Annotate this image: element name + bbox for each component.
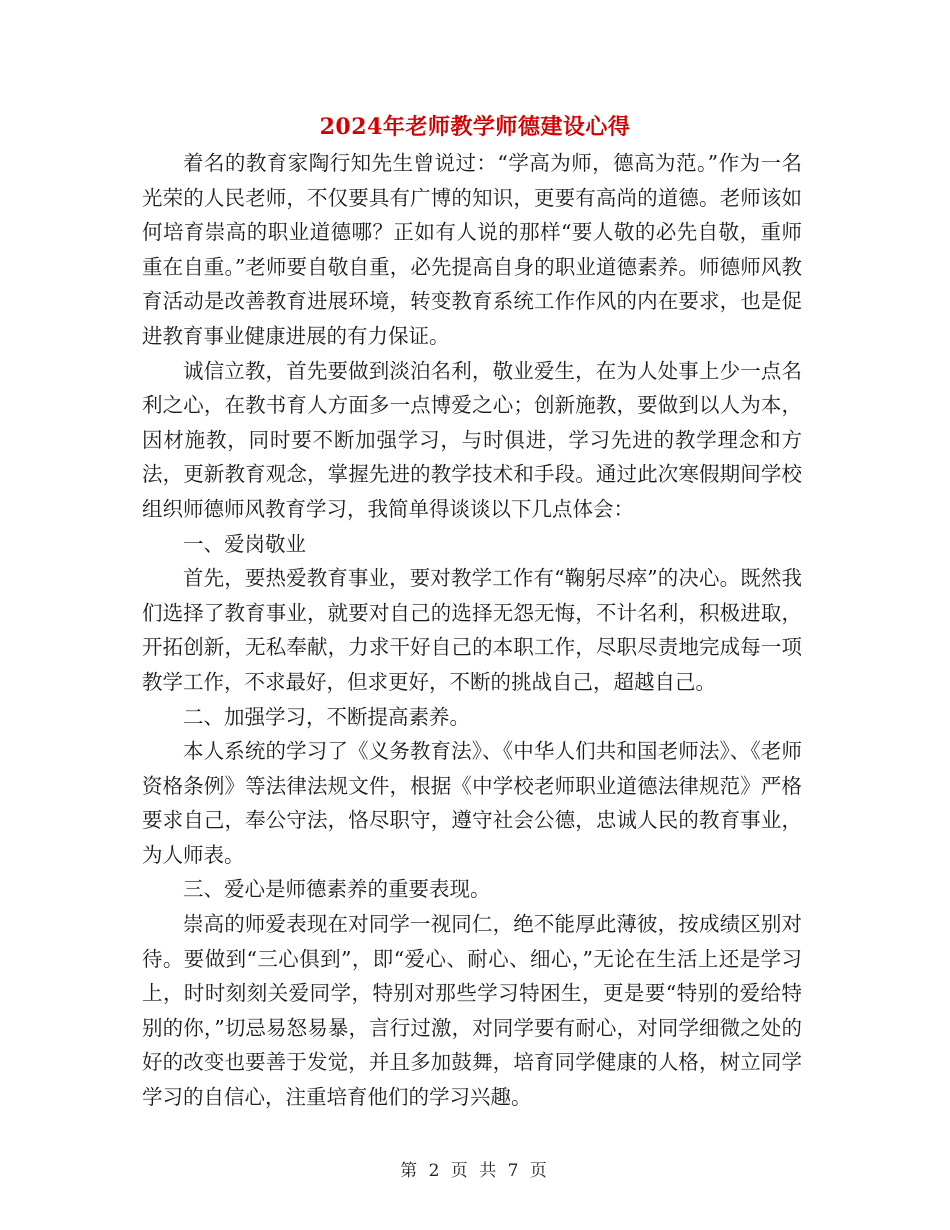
paragraph-study: 本人系统的学习了《义务教育法》、《中华人们共和国老师法》、《老师资格条例》等法律法规文件，根据《中学校老师职业道德法律规范》严格要求自己，奉公守法，恪尽职守，遵守社会公德，忠诚人民的教育事业，为人师表。 (142, 739, 802, 867)
paragraph-love: 崇高的师爱表现在对同学一视同仁，绝不能厚此薄彼，按成绩区别对待。要做到“三心俱到”，即“爱心、耐心、细心，”无论在生活上还是学习上，时时刻刻关爱同学，特别对那些学习特困生，更是要“特别的爱给特别的你，”切忌易怒易暴，言行过激，对同学要有耐心，对同学细微之处的好的改变也要善于发觉，并且多加鼓舞，培育同学健康的人格，树立同学学习的自信心，注重培育他们的学习兴趣。 (142, 912, 802, 1110)
page-number-footer: 第 2 页 共 7 页 (400, 1161, 550, 1181)
paragraph-intro: 着名的教育家陶行知先生曾说过：“学高为师，德高为范。”作为一名光荣的人民老师，不仅要具有广博的知识，更要有高尚的道德。老师该如何培育崇高的职业道德哪？正如有人说的那样“要人敬的必先自敬，重师重在自重。”老师要自敬自重，必先提高自身的职业道德素养。师德师风教育活动是改善教育进展环境，转变教育系统工作作风的内在要求，也是促进教育事业健康进展的有力保证。 (142, 151, 802, 348)
document-body (142, 146, 802, 1115)
paragraph-dedication: 首先，要热爱教育事业，要对教学工作有“鞠躬尽瘁”的决心。既然我们选择了教育事业，就要对自己的选择无怨无悔，不计名利，积极进取，开拓创新，无私奉献，力求干好自己的本职工作，尽职尽责地完成每一项教学工作，不求最好，但求更好，不断的挑战自己，超越自己。 (142, 566, 802, 694)
document-title: 2024年老师教学师德建设心得 (319, 114, 631, 140)
section-heading-2: 二、加强学习，不断提高素养。 (183, 704, 470, 729)
section-heading-3: 三、爱心是师德素养的重要表现。 (183, 877, 491, 902)
paragraph-integrity: 诚信立教，首先要做到淡泊名利，敬业爱生，在为人处事上少一点名利之心，在教书育人方面多一点博爱之心；创新施教，要做到以人为本，因材施教，同时要不断加强学习，与时俱进，学习先进的教学理念和方法，更新教育观念，掌握先进的教学技术和手段。通过此次寒假期间学校组织师德师风教育学习，我简单得谈谈以下几点体会： (142, 358, 802, 521)
section-heading-1: 一、爱岗敬业 (183, 531, 306, 556)
